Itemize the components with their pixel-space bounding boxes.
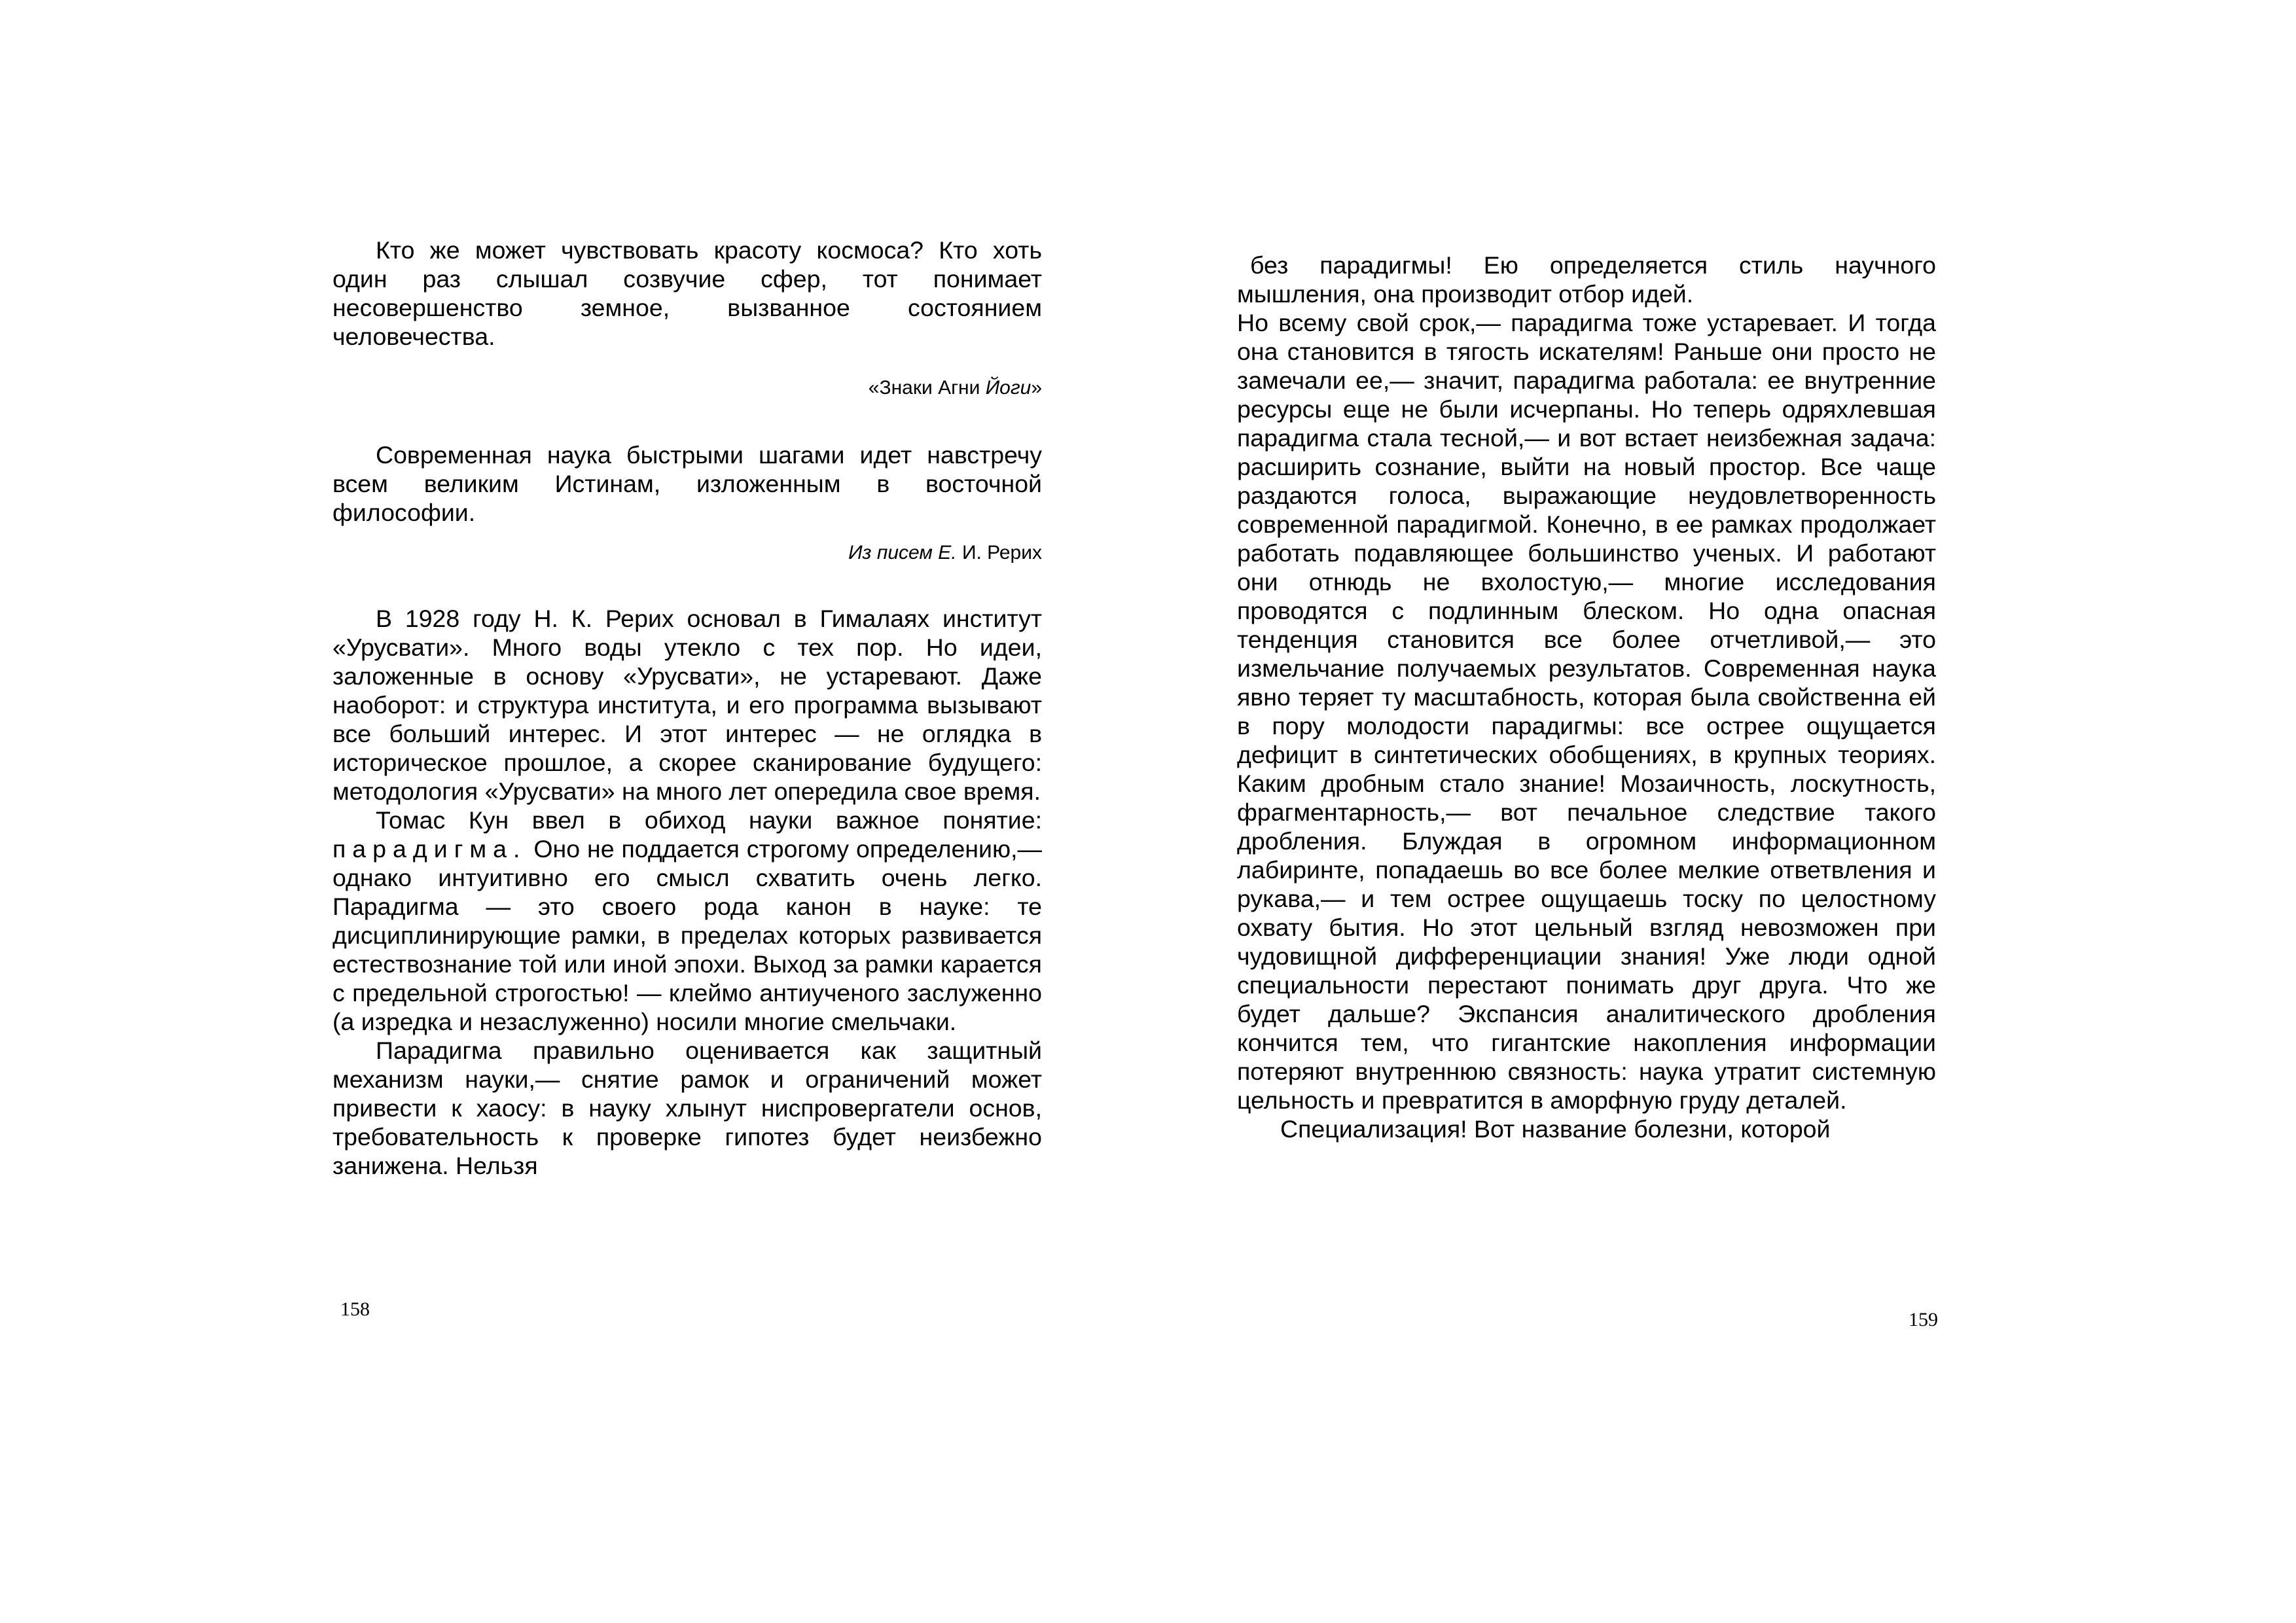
- left-page: [332, 236, 1042, 1180]
- page-number-left: 158: [340, 1298, 370, 1320]
- epigraph-source-1-suffix: »: [1031, 377, 1042, 399]
- body-paragraph-4: Но всему свой срок,— парадигма тоже устаревает. И тогда она становится в тягость искателям! Раньше они просто не замечали ее,— значит, парадигма работала: ее внутренние ресурсы еще не были исчерпаны. Но теперь одряхлевшая парадигма стала тесной,— и вот встает неизбежная задача: расширить сознание, выйти на новый простор. Все чаще раздаются голоса, выражающие неудовлетворенность современной парадигмой. Конечно, в ее рамках продолжает работать подавляющее большинство ученых. И работают они отнюдь не вхолостую,— многие исследования проводятся с подлинным блеском. Но одна опасная тенденция становится все более отчетливой,— это измельчание получаемых результатов. Современная наука явно теряет ту масштабность, которая была свойственна ей в пору молодости парадигмы: все острее ощущается дефицит в синтетических обобщениях, в крупных теориях. Каким дробным стало знание! Мозаичность, лоскутность, фрагментарность,— вот печальное следствие такого дробления. Блуждая в огромном информационном лабиринте, попадаешь во все более мелкие ответвления и рукава,— и тем острее ощущаешь тоску по целостному охвату бытия. Но этот цельный взгляд невозможен при чудовищной дифференциации знания! Уже люди одной специальности перестают понимать друг друга. Что же будет дальше? Экспансия аналитического дробления кончится тем, что гигантские накопления информации потеряют внутреннюю связность: наука утратит системную цельность и превратится в аморфную груду деталей.: [1237, 309, 1936, 1114]
- epigraph-source-2-italic: Из писем Е.: [848, 542, 957, 563]
- body-paragraph-2: [332, 806, 1042, 1036]
- epigraph-source-2: [332, 540, 1042, 566]
- continuation-paragraph: без парадигмы! Ею определяется стиль научного мышления, она производит отбор идей.: [1237, 251, 1936, 308]
- epigraph-source-2-suffix: И. Рерих: [956, 542, 1042, 563]
- body-paragraph-2-start: Томас Кун ввел в обиход науки важное понятие:: [376, 806, 1042, 834]
- epigraph-source-1-prefix: «Знаки Агни: [868, 377, 986, 399]
- body-paragraph-1: В 1928 году Н. К. Рерих основал в Гималаях институт «Урусвати». Много воды утекло с тех пор. Но идеи, заложенные в основу «Урусвати», не устаревают. Даже наоборот: и структура института, и его программа вызывают все больший интерес. И этот интерес — не оглядка в историческое прошлое, а скорее сканирование будущего: методология «Урусвати» на много лет опередила свое время.: [332, 605, 1042, 805]
- body-paragraph-3: Парадигма правильно оценивается как защитный механизм науки,— снятие рамок и ограничений может привести к хаосу: в науку хлынут ниспровергатели основ, требовательность к проверке гипотез будет неизбежно занижена. Нельзя: [332, 1037, 1042, 1179]
- epigraph-source-1: [332, 375, 1042, 401]
- body-paragraph-2-rest: Оно не поддается строгому определению,— однако интуитивно его смысл схватить очень легко. Парадигма — это своего рода канон в науке: те дисциплинирующие рамки, в пределах которых развивается естествознание той или иной эпохи. Выход за рамки карается с предельной строгостью! — клеймо антиученого заслуженно (а изредка и незаслуженно) носили многие смельчаки.: [332, 835, 1042, 1035]
- page-number-right: 159: [1909, 1309, 1938, 1330]
- epigraph-source-1-italic: Йоги: [985, 377, 1031, 399]
- epigraph-quote-1: Кто же может чувствовать красоту космоса? Кто хоть один раз слышал созвучие сфер, тот понимает несовершенство земное, вызванное состоянием человечества.: [332, 236, 1042, 350]
- body-paragraph-5: Специализация! Вот название болезни, которой: [1280, 1115, 1831, 1143]
- right-page: [1237, 251, 1936, 1143]
- term-paradigm: парадигма.: [332, 835, 527, 863]
- epigraph-quote-2: Современная наука быстрыми шагами идет навстречу всем великим Истинам, изложенным в восточной философии.: [332, 441, 1042, 526]
